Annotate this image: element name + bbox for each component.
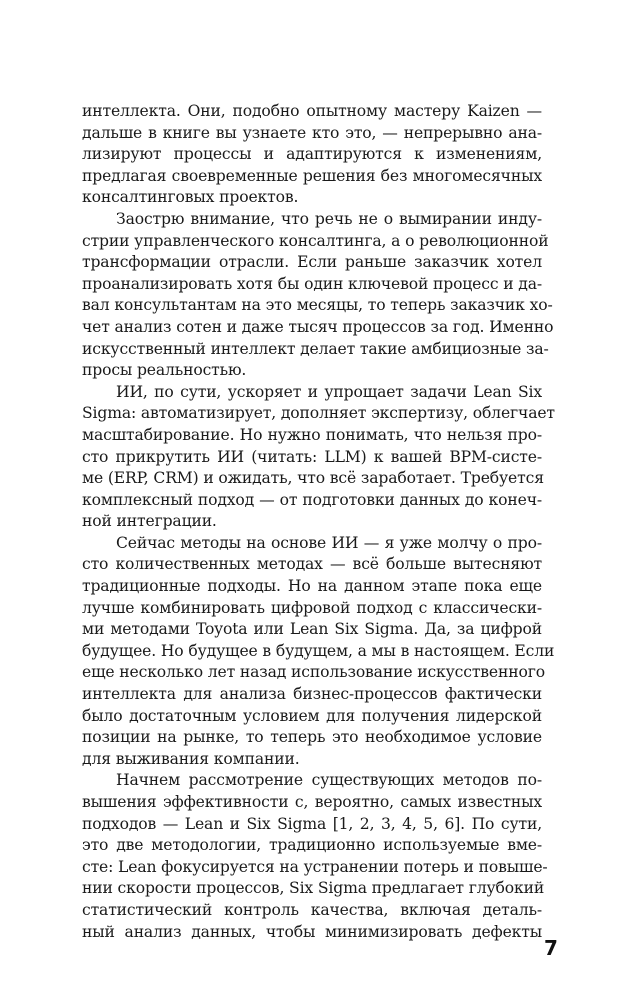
text-line: еще несколько лет назад использование искусственного — [82, 663, 545, 682]
text-line: консалтинговых проектов. — [82, 188, 299, 207]
text-line: для выживания компании. — [82, 749, 300, 768]
text-line: Заострю внимание, что речь не о вымирании инду- — [116, 209, 542, 228]
text-line: ный анализ данных, чтобы минимизировать дефекты — [82, 922, 542, 941]
text-line: сто прикрутить ИИ (читать: LLM) к вашей BPM-систе- — [82, 447, 542, 466]
text-line: интеллекта для анализа бизнес-процессов фактически — [82, 685, 542, 704]
text-line: это две методологии, традиционно используемые вме- — [82, 836, 542, 855]
text-line: ной интеграции. — [82, 512, 217, 531]
text-line: просы реальностью. — [82, 361, 247, 380]
text-line: лучше комбинировать цифровой подход с классически- — [82, 598, 542, 617]
text-line: масштабирование. Но нужно понимать, что нельзя про- — [82, 425, 542, 444]
text-line: нии скорости процессов, Six Sigma предлагает глубокий — [82, 879, 545, 898]
text-line: ме (ERP, CRM) и ожидать, что всё заработает. Требуется — [82, 469, 544, 488]
text-line: было достаточным условием для получения лидерской — [82, 706, 542, 725]
text-line: позиции на рынке, то теперь это необходимое условие — [82, 728, 542, 747]
text-line: Сейчас методы на основе ИИ — я уже молчу о про- — [116, 533, 542, 552]
text-line: вышения эффективности с, вероятно, самых известных — [82, 793, 542, 811]
page-number: 7 — [544, 936, 558, 960]
text-line: Sigma: автоматизирует, дополняет экспертизу, облегчает — [82, 404, 555, 423]
text-line: проанализировать хотя бы один ключевой процесс и да- — [82, 274, 543, 293]
text-line: Начнем рассмотрение существующих методов по- — [116, 771, 542, 790]
text-line: традиционные подходы. Но на данном этапе пока еще — [82, 577, 542, 596]
text-line: ИИ, по сути, ускоряет и упрощает задачи Lean Six — [116, 382, 542, 401]
text-line: будущее. Но будущее в будущем, а мы в настоящем. Если — [82, 641, 555, 660]
text-line: интеллекта. Они, подобно опытному мастеру Kaizen — — [82, 102, 542, 120]
text-line: искусственный интеллект делает такие амбициозные за- — [82, 339, 549, 358]
text-line: трансформации отрасли. Если раньше заказчик хотел — [82, 253, 542, 272]
text-line: ми методами Toyota или Lean Six Sigma. Да, за цифрой — [82, 620, 542, 639]
text-line: предлагая своевременные решения без многомесячных — [82, 166, 542, 185]
text-line: сто количественных методах — всё больше вытесняют — [82, 555, 542, 574]
text-line: вал консультантам на это месяцы, то теперь заказчик хо- — [82, 296, 553, 315]
text-line: лизируют процессы и адаптируются к изменениям, — [82, 145, 542, 164]
text-line: статистический контроль качества, включая деталь- — [82, 900, 542, 919]
text-line: чет анализ сотен и даже тысяч процессов за год. Именно — [82, 317, 554, 336]
text-line: стрии управленческого консалтинга, а о революционной — [82, 231, 549, 250]
text-line: подходов — Lean и Six Sigma [1, 2, 3, 4, 5, 6]. По сути, — [82, 814, 542, 833]
page-body — [82, 101, 555, 943]
text-line: комплексный подход — от подготовки данных до конеч- — [82, 490, 542, 509]
text-line: дальше в книге вы узнаете кто это, — непрерывно ана- — [82, 123, 542, 142]
text-line: сте: Lean фокусируется на устранении потерь и повыше- — [82, 857, 548, 876]
